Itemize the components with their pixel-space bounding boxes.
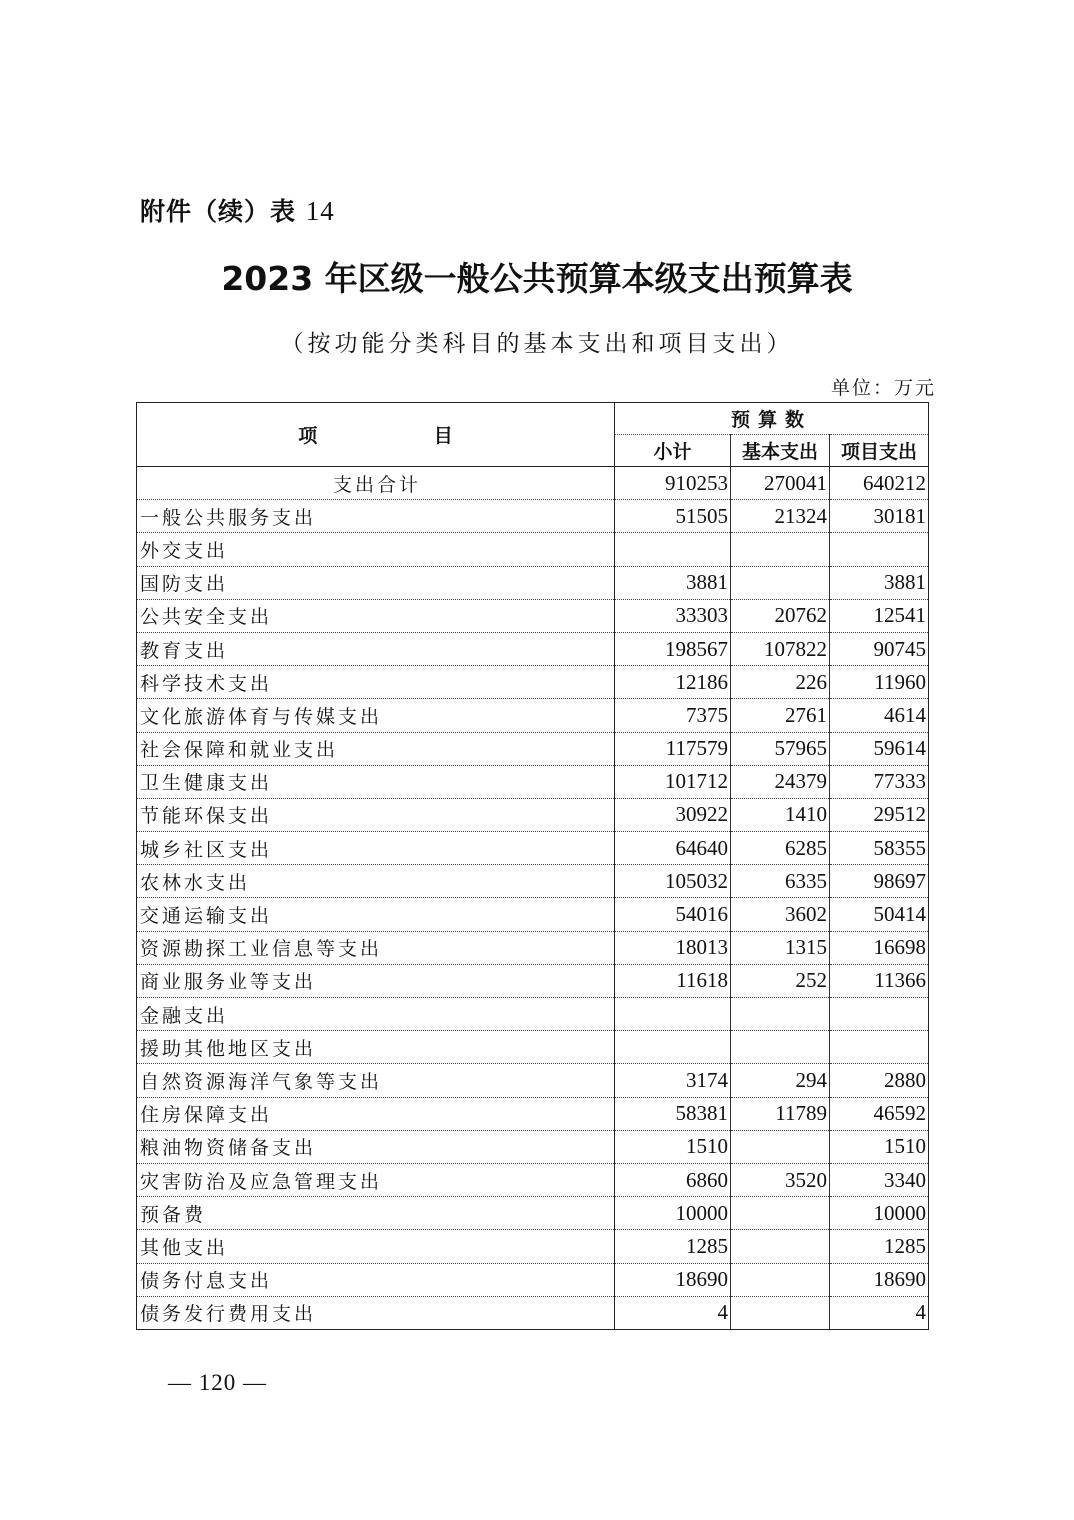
row-subtotal: 18013: [615, 931, 731, 964]
table-row: [137, 964, 929, 997]
row-project: 98697: [830, 865, 929, 898]
unit-label: 单位：万元: [830, 377, 936, 399]
row-label: 文化旅游体育与传媒支出: [137, 699, 615, 732]
row-project: 3881: [830, 566, 929, 599]
attachment-label: [140, 192, 335, 228]
table-row: [137, 699, 929, 732]
row-subtotal: 105032: [615, 865, 731, 898]
row-subtotal: 4: [615, 1296, 731, 1329]
table-row: [137, 1230, 929, 1263]
row-project: 59614: [830, 732, 929, 765]
row-subtotal: 198567: [615, 632, 731, 665]
table-row: [137, 1296, 929, 1329]
row-label: 国防支出: [137, 566, 615, 599]
row-basic: [731, 533, 830, 566]
table-row: [137, 632, 929, 665]
row-basic: 21324: [731, 500, 830, 533]
table-row: [137, 765, 929, 798]
page-number: — 120 —: [168, 1370, 267, 1395]
page-subtitle: （按功能分类科目的基本支出和项目支出）: [280, 331, 794, 357]
row-subtotal: 6860: [615, 1163, 731, 1196]
table-row: [137, 1097, 929, 1130]
row-label: 债务付息支出: [137, 1263, 615, 1296]
row-basic: 3520: [731, 1163, 830, 1196]
row-project: 10000: [830, 1197, 929, 1230]
row-subtotal: 64640: [615, 832, 731, 865]
row-subtotal: 3881: [615, 566, 731, 599]
row-project: 30181: [830, 500, 929, 533]
row-basic: 107822: [731, 632, 830, 665]
row-label: 粮油物资储备支出: [137, 1130, 615, 1163]
row-project: 11366: [830, 964, 929, 997]
row-label: 交通运输支出: [137, 898, 615, 931]
row-project: 11960: [830, 666, 929, 699]
page-title: 2023 年区级一般公共预算本级支出预算表: [221, 259, 853, 298]
row-subtotal: 51505: [615, 500, 731, 533]
header-project: 项目支出: [830, 435, 929, 467]
row-label: 教育支出: [137, 632, 615, 665]
row-basic: 57965: [731, 732, 830, 765]
row-subtotal: 18690: [615, 1263, 731, 1296]
row-subtotal: 11618: [615, 964, 731, 997]
row-project: 640212: [830, 467, 929, 500]
row-label: 卫生健康支出: [137, 765, 615, 798]
row-project: 12541: [830, 599, 929, 632]
row-basic: 252: [731, 964, 830, 997]
row-project: 50414: [830, 898, 929, 931]
total-row: [137, 467, 929, 500]
row-label: 其他支出: [137, 1230, 615, 1263]
attachment-label-text: 附件（续）表: [140, 197, 297, 226]
table-row: [137, 1064, 929, 1097]
row-basic: [731, 1031, 830, 1064]
row-basic: 294: [731, 1064, 830, 1097]
row-basic: [731, 1230, 830, 1263]
row-label: 预备费: [137, 1197, 615, 1230]
row-basic: 20762: [731, 599, 830, 632]
row-label: 农林水支出: [137, 865, 615, 898]
row-label: 节能环保支出: [137, 798, 615, 831]
row-basic: 270041: [731, 467, 830, 500]
table-row: [137, 1197, 929, 1230]
header-item: 项 目: [137, 403, 615, 467]
row-project: 1285: [830, 1230, 929, 1263]
row-subtotal: 12186: [615, 666, 731, 699]
row-basic: [731, 998, 830, 1031]
row-label: 社会保障和就业支出: [137, 732, 615, 765]
row-label: 科学技术支出: [137, 666, 615, 699]
row-basic: 6285: [731, 832, 830, 865]
table-row: [137, 1031, 929, 1064]
row-project: 18690: [830, 1263, 929, 1296]
row-subtotal: 30922: [615, 798, 731, 831]
row-label: 城乡社区支出: [137, 832, 615, 865]
table-row: [137, 998, 929, 1031]
table-row: [137, 666, 929, 699]
row-subtotal: [615, 533, 731, 566]
row-project: 77333: [830, 765, 929, 798]
row-project: 58355: [830, 832, 929, 865]
row-subtotal: [615, 998, 731, 1031]
row-label: 债务发行费用支出: [137, 1296, 615, 1329]
row-subtotal: 1510: [615, 1130, 731, 1163]
row-project: [830, 1031, 929, 1064]
row-label: 自然资源海洋气象等支出: [137, 1064, 615, 1097]
row-label: 公共安全支出: [137, 599, 615, 632]
row-project: 3340: [830, 1163, 929, 1196]
table-row: [137, 500, 929, 533]
header-budget-group: 预算数: [615, 403, 929, 435]
row-basic: 6335: [731, 865, 830, 898]
row-label: 住房保障支出: [137, 1097, 615, 1130]
row-label: 支出合计: [137, 467, 615, 500]
table-row: [137, 898, 929, 931]
row-basic: 3602: [731, 898, 830, 931]
row-project: 4614: [830, 699, 929, 732]
row-project: 4: [830, 1296, 929, 1329]
header-basic: 基本支出: [731, 435, 830, 467]
row-project: 90745: [830, 632, 929, 665]
row-basic: 1315: [731, 931, 830, 964]
row-project: [830, 998, 929, 1031]
table-row: [137, 832, 929, 865]
row-basic: 2761: [731, 699, 830, 732]
row-subtotal: [615, 1031, 731, 1064]
row-label: 一般公共服务支出: [137, 500, 615, 533]
row-project: 1510: [830, 1130, 929, 1163]
table-body: [137, 467, 929, 1330]
table-row: [137, 599, 929, 632]
row-basic: [731, 1130, 830, 1163]
row-label: 资源勘探工业信息等支出: [137, 931, 615, 964]
table-row: [137, 931, 929, 964]
row-label: 外交支出: [137, 533, 615, 566]
row-subtotal: 7375: [615, 699, 731, 732]
row-project: 29512: [830, 798, 929, 831]
row-label: 灾害防治及应急管理支出: [137, 1163, 615, 1196]
row-basic: [731, 1197, 830, 1230]
table-row: [137, 732, 929, 765]
row-project: 2880: [830, 1064, 929, 1097]
table-row: [137, 566, 929, 599]
header-subtotal: 小计: [615, 435, 731, 467]
row-subtotal: 3174: [615, 1064, 731, 1097]
table-row: [137, 533, 929, 566]
row-basic: 226: [731, 666, 830, 699]
row-basic: 1410: [731, 798, 830, 831]
budget-table: [136, 402, 929, 1330]
row-label: 金融支出: [137, 998, 615, 1031]
row-subtotal: 10000: [615, 1197, 731, 1230]
row-subtotal: 54016: [615, 898, 731, 931]
row-project: 16698: [830, 931, 929, 964]
table-row: [137, 798, 929, 831]
row-subtotal: 33303: [615, 599, 731, 632]
table-row: [137, 865, 929, 898]
row-basic: [731, 566, 830, 599]
row-label: 援助其他地区支出: [137, 1031, 615, 1064]
table-row: [137, 1263, 929, 1296]
row-subtotal: 58381: [615, 1097, 731, 1130]
row-basic: 11789: [731, 1097, 830, 1130]
row-subtotal: 1285: [615, 1230, 731, 1263]
row-basic: [731, 1263, 830, 1296]
row-subtotal: 101712: [615, 765, 731, 798]
row-label: 商业服务业等支出: [137, 964, 615, 997]
attachment-number: 14: [305, 196, 335, 226]
row-subtotal: 117579: [615, 732, 731, 765]
table-row: [137, 1163, 929, 1196]
row-basic: [731, 1296, 830, 1329]
row-subtotal: 910253: [615, 467, 731, 500]
table-row: [137, 1130, 929, 1163]
row-basic: 24379: [731, 765, 830, 798]
row-project: [830, 533, 929, 566]
row-project: 46592: [830, 1097, 929, 1130]
